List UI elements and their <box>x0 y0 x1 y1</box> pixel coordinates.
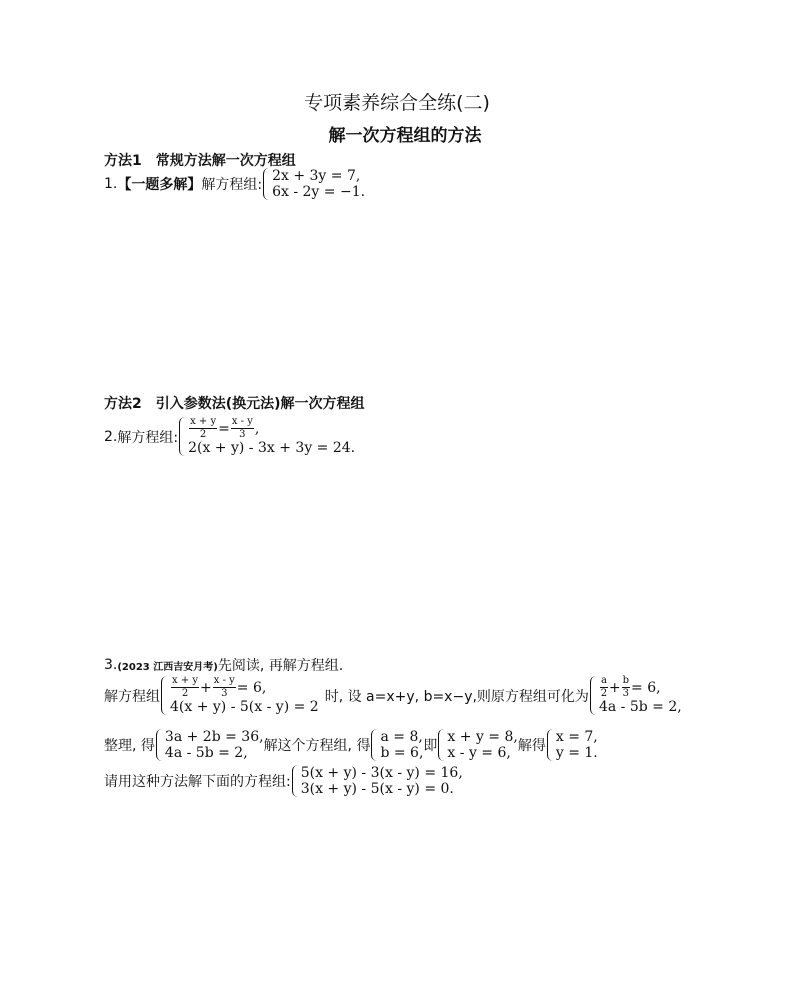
system-a-eq2: 4(x + y) - 5(x - y) = 2 <box>170 699 319 715</box>
problem3-source: (2023 江西吉安月考) <box>117 661 218 673</box>
problem2-eq1 <box>188 417 355 440</box>
brace-icon <box>179 417 186 456</box>
problem3-system-g <box>291 765 463 797</box>
problem3-header <box>104 655 343 675</box>
problem3-system-a <box>160 676 319 715</box>
problem1-system <box>262 168 365 200</box>
fraction-numerator: b <box>622 675 630 686</box>
fraction-denominator: 3 <box>622 688 630 699</box>
eq-end: , <box>254 420 260 437</box>
system-b-eq2: 4a - 5b = 2, <box>598 699 682 715</box>
line2-mid2: 即 <box>423 738 438 754</box>
problem1-number: 1. <box>104 176 118 192</box>
problem3-system-e <box>437 729 517 761</box>
fraction-denominator: 2 <box>181 688 189 699</box>
problem2-system <box>178 417 355 456</box>
method2-label: 方法2 <box>104 396 142 412</box>
problem3-system-f <box>546 729 598 761</box>
problem3-number: 3. <box>104 657 118 673</box>
problem2-eq2: 2(x + y) - 3x + 3y = 24. <box>188 440 356 456</box>
fraction-denominator: 2 <box>600 688 608 699</box>
system-c-eq1: 3a + 2b = 36, <box>164 729 264 745</box>
page-title: 专项素养综合全练(二) <box>304 92 490 114</box>
problem1-eq2: 6x - 2y = −1. <box>272 184 366 200</box>
problem1-prompt: 解方程组: <box>201 177 263 193</box>
problem1-tag: 【一题多解】 <box>117 177 202 193</box>
brace-icon <box>547 729 554 761</box>
problem2 <box>104 417 355 456</box>
problem3-system-b <box>589 676 682 715</box>
system-f-eq2: y = 1. <box>555 745 598 761</box>
system-e-eq2: x - y = 6, <box>447 745 511 761</box>
problem3-line1 <box>104 676 682 715</box>
problem1 <box>104 168 365 200</box>
fraction-denominator: 2 <box>199 429 207 440</box>
system-g-eq1: 5(x + y) - 3(x - y) = 16, <box>300 765 463 781</box>
fraction-numerator: x - y <box>213 675 235 686</box>
system-d-eq1: a = 8, <box>380 729 423 745</box>
system-g-eq2: 3(x + y) - 5(x - y) = 0. <box>300 781 454 797</box>
brace-icon <box>156 729 163 761</box>
problem2-number: 2. <box>104 428 118 445</box>
system-b-eq1 <box>599 676 682 699</box>
method2-title: 引入参数法(换元法)解一次方程组 <box>155 396 365 412</box>
problem3-system-c <box>155 729 264 761</box>
system-f-eq1: x = 7, <box>555 729 598 745</box>
fraction-denominator: 3 <box>239 429 246 440</box>
brace-icon <box>590 676 597 715</box>
brace-icon <box>161 676 168 715</box>
line1-mid: 时, 设 a=x+y, b=x−y,则原方程组可化为 <box>324 688 589 705</box>
brace-icon <box>371 729 378 761</box>
plus-sign: + <box>200 679 212 696</box>
problem3-intro: 先阅读, 再解方程组. <box>217 658 344 674</box>
method2-heading <box>104 393 365 413</box>
equals-sign: = <box>218 420 230 437</box>
fraction-numerator: x + y <box>172 675 199 686</box>
method1-title: 常规方法解一次方程组 <box>155 153 296 169</box>
eq-end: = 6, <box>631 679 661 696</box>
line3-prefix: 请用这种方法解下面的方程组: <box>104 774 291 790</box>
problem3-line2 <box>104 729 598 761</box>
problem1-eq1: 2x + 3y = 7, <box>272 168 361 184</box>
fraction-numerator: x + y <box>190 416 217 427</box>
system-a-eq1 <box>170 676 319 699</box>
line2-mid3: 解得 <box>517 738 546 754</box>
page-subtitle: 解一次方程组的方法 <box>328 126 482 146</box>
brace-icon <box>263 168 270 200</box>
method1-heading <box>104 150 296 170</box>
line2-mid1: 解这个方程组, 得 <box>263 738 371 754</box>
system-c-eq2: 4a - 5b = 2, <box>164 745 248 761</box>
brace-icon <box>438 729 445 761</box>
line1-prefix: 解方程组 <box>104 688 160 705</box>
brace-icon <box>292 765 299 797</box>
fraction-denominator: 3 <box>221 688 228 699</box>
fraction-numerator: x - y <box>231 416 253 427</box>
method1-label: 方法1 <box>104 153 142 169</box>
problem3-line3 <box>104 765 463 797</box>
problem2-prompt: 解方程组: <box>117 429 179 446</box>
fraction-numerator: a <box>600 675 607 686</box>
problem3-system-d <box>370 729 423 761</box>
eq-end: = 6, <box>236 679 267 696</box>
system-e-eq1: x + y = 8, <box>447 729 518 745</box>
line2-prefix: 整理, 得 <box>104 738 155 754</box>
system-d-eq2: b = 6, <box>380 745 424 761</box>
plus-sign: + <box>608 679 621 696</box>
